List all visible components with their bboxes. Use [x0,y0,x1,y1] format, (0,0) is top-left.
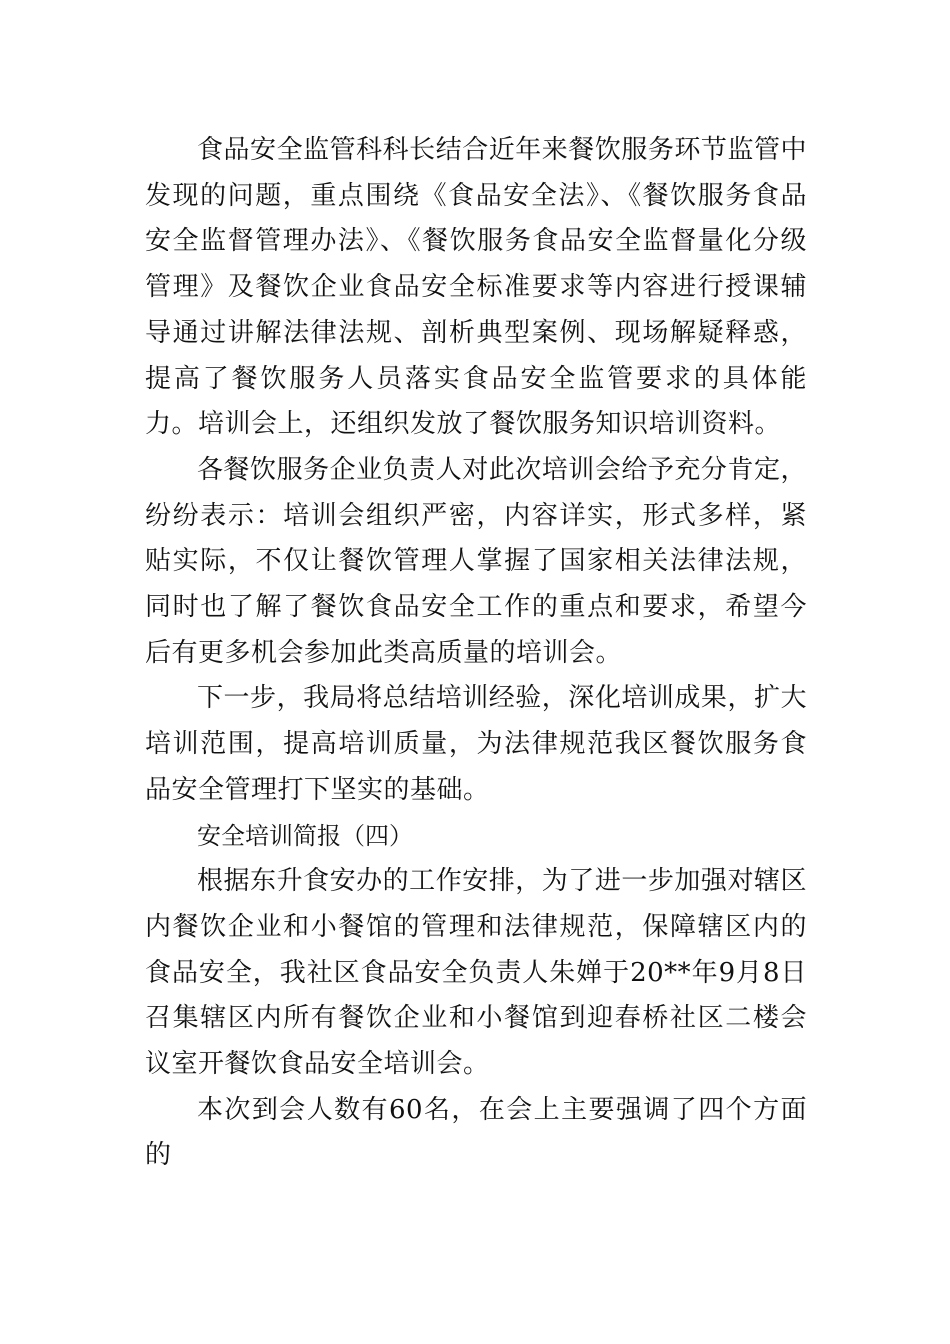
document-page [145,128,807,1179]
body-paragraph-arrangement: 根据东升食安办的工作安排，为了进一步加强对辖区内餐饮企业和小餐馆的管理和法律规范，保障辖区内的食品安全，我社区食品安全负责人朱婵于20**年9月8日召集辖区内所有餐饮企业和小餐馆到迎春桥社区二楼会议室开餐饮食品安全培训会。 [145,866,807,1080]
section-title: 安全培训简报（四） [197,821,413,850]
body-paragraph-next-steps: 下一步，我局将总结培训经验，深化培训成果，扩大培训范围，提高培训质量，为法律规范我区餐饮服务食品安全管理打下坚实的基础。 [145,683,807,805]
body-paragraph-feedback: 各餐饮服务企业负责人对此次培训会给予充分肯定，纷纷表示：培训会组织严密，内容详实，形式多样，紧贴实际，不仅让餐饮管理人掌握了国家相关法律法规，同时也了解了餐饮食品安全工作的重点和要求，希望今后有更多机会参加此类高质量的培训会。 [145,454,807,668]
body-paragraph-training-content: 食品安全监管科科长结合近年来餐饮服务环节监管中发现的问题，重点围绕《食品安全法》、《餐饮服务食品安全监督管理办法》、《餐饮服务食品安全监督量化分级管理》及餐饮企业食品安全标准要求等内容进行授课辅导通过讲解法律法规、剖析典型案例、现场解疑释惑，提高了餐饮服务人员落实食品安全监管要求的具体能力。培训会上，还组织发放了餐饮服务知识培训资料。 [145,135,807,440]
body-paragraph-attendance: 本次到会人数有60名，在会上主要强调了四个方面的 [145,1094,807,1171]
